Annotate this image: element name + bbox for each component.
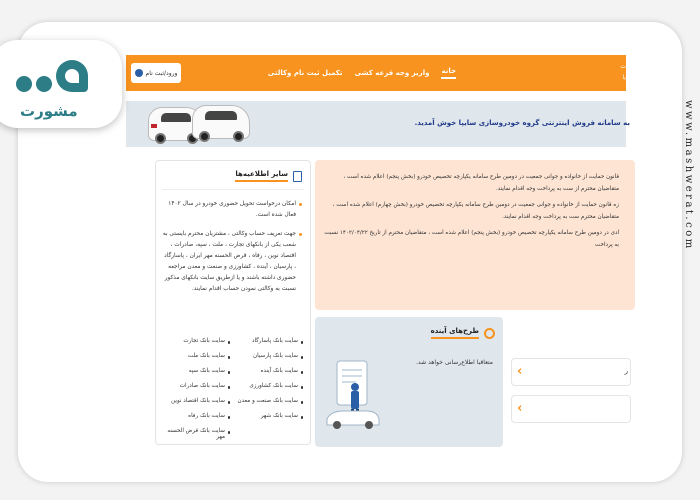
chevron-left-icon: ‹ (517, 401, 523, 416)
bank-link[interactable]: سایت بانک پاسارگاد (236, 338, 303, 353)
top-navbar (126, 55, 626, 91)
logo-dot (16, 76, 32, 92)
notice-panel (315, 160, 635, 310)
website-screenshot (126, 55, 630, 447)
bank-link[interactable]: سایت بانک کشاورزی (236, 383, 303, 398)
bank-link[interactable]: سایت بانک سپه (163, 368, 230, 383)
topbar-edge-line1: ت (620, 63, 626, 70)
plan-card-label: ر (624, 367, 628, 375)
plan-card[interactable] (511, 395, 631, 423)
future-plans-header (431, 327, 495, 339)
future-plans-title: طرح‌های آینده (431, 327, 479, 339)
bank-link[interactable]: سایت بانک صنعت و معدن (236, 398, 303, 413)
brand-logo (0, 40, 122, 128)
bank-link[interactable]: سایت بانک ملت (163, 353, 230, 368)
announcements-header (235, 170, 302, 182)
car-wheel (155, 133, 166, 144)
future-plans-message: متعاقبا اطلاع‌رسانی خواهد شد. (416, 359, 493, 366)
gear-icon (484, 328, 495, 339)
nav-home[interactable]: خانه (441, 67, 456, 79)
announcement-item: جهت تعریف حساب وکالتی ، مشتریان محترم بایستی به شعب یکی از بانکهای تجارت ، ملت ، سپه، صادرات ، اقتصاد نوین ، رفاه ، قرض الحسنه مهر ایران ، پاسارگاد ، پارسیان ، آینده ، کشاورزی و صنعت و معدن مراجعه حضوری داشته باشند و یا ازطریق سایت بانکهای مذکور نسبت به وکالتی نمودن حساب اقدام نمایند. (162, 229, 302, 295)
bank-link[interactable]: سایت بانک آینده (236, 368, 303, 383)
bank-link[interactable]: سایت بانک قرض الحسنه مهر (163, 428, 230, 443)
announcements-title: سایر اطلاعیه‌ها (235, 170, 288, 182)
car-wheel (233, 131, 244, 142)
car-lamp (151, 124, 157, 128)
welcome-text: به سامانه فروش اینترنتی گروه خودروسازی سایپا خوش آمدید. (414, 119, 630, 127)
bank-link[interactable]: سایت بانک اقتصاد نوین (163, 398, 230, 413)
nav-lottery-payment[interactable]: واریز وجه قرعه کشی (354, 69, 430, 77)
plan-card[interactable] (511, 358, 631, 386)
future-plans-panel (315, 317, 503, 447)
announcement-list (162, 199, 302, 303)
notice-paragraph: ادی در دومین طرح سامانه یکپارچه تخصیص خودرو (بخش پنجم) اعلام شده است ، متقاضیان محترم از تاریخ ۱۴۰۲/۰۴/۲۲ نسبت به پرداخت (324, 230, 619, 248)
user-icon (135, 69, 143, 77)
bank-link[interactable]: سایت بانک شهر (236, 413, 303, 428)
bank-links-col1 (163, 338, 230, 443)
bank-link[interactable]: سایت بانک صادرات (163, 383, 230, 398)
login-button[interactable] (131, 63, 181, 83)
brand-name: مشورت (20, 102, 78, 120)
topbar-logo-text (620, 61, 626, 83)
announcement-item: امکان درخواست تحویل حضوری خودرو در سال ۱۴۰۲ فعال شده است. (162, 199, 302, 221)
logo-mark (56, 60, 88, 92)
logo-dot (36, 76, 52, 92)
car-wheel (199, 131, 210, 142)
person-car-illustration (323, 357, 383, 433)
main-nav (268, 55, 456, 91)
topbar-edge-line2: یا (622, 74, 626, 81)
notice-paragraph: قانون حمایت از خانواده و جوانی جمعیت در دومین طرح سامانه یکپارچه تخصیص خودرو (بخش پنجم) اعلام شده است ، متقاضیان محترم از ست به پرداخت وجه اقدام نمایند. (343, 174, 619, 192)
divider (162, 189, 304, 190)
notice-paragraph: زه قانون حمایت از خانواده و جوانی جمعیت در دومین طرح سامانه یکپارچه تخصیص خودرو (بخش چهارم) اعلام شده است ، متقاضیان محترم ست به پرداخت وجه اقدام نمایند. (332, 202, 619, 220)
notice-text (323, 172, 619, 256)
car-window (205, 111, 237, 120)
document-icon (293, 171, 302, 182)
login-label: ورود/ثبت نام (145, 69, 178, 77)
car-window (161, 113, 191, 122)
watermark-url: www.mashwerat.com (683, 100, 694, 251)
bank-link[interactable]: سایت بانک پارسیان (236, 353, 303, 368)
nav-complete-registration[interactable]: تکمیل ثبت نام وکالتی (267, 69, 343, 77)
hero-banner (126, 101, 630, 147)
bank-link[interactable]: سایت بانک رفاه (163, 413, 230, 428)
bank-links-col2 (236, 338, 303, 443)
white-car-image (192, 105, 250, 139)
chevron-left-icon: ‹ (517, 364, 523, 379)
bank-links (163, 338, 303, 443)
bank-link[interactable]: سایت بانک تجارت (163, 338, 230, 353)
